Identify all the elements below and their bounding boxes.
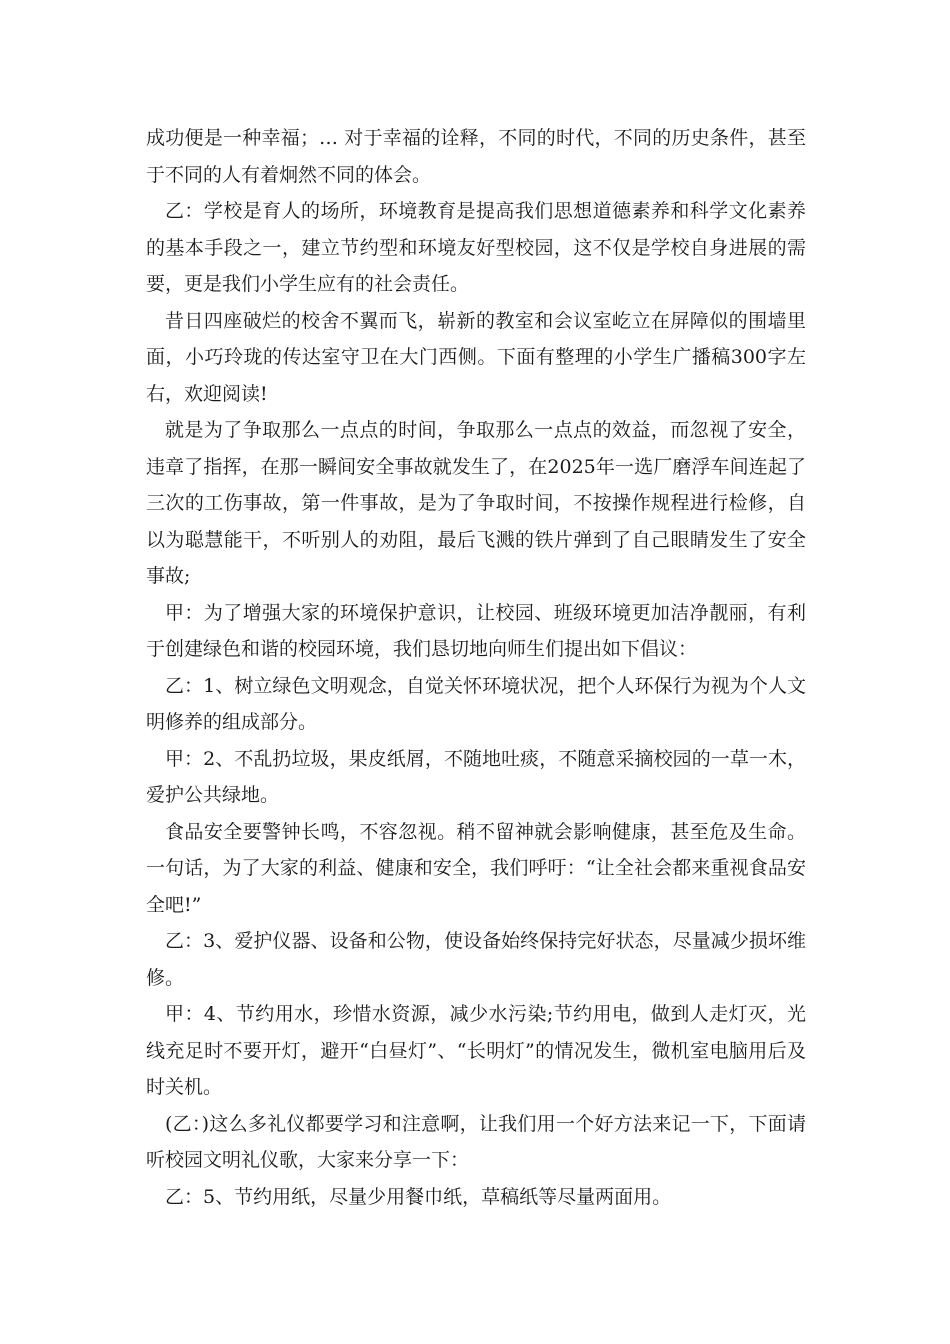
paragraph-9: 乙：3、爱护仪器、设备和公物，使设备始终保持完好状态，尽量减少损坏维修。 [146, 930, 806, 989]
paragraph-10: 甲：4、节约用水，珍惜水资源，减少水污染;节约用电，做到人走灯灭，光线充足时不要开灯，避开“白昼灯”、“长明灯”的情况发生，微机室电脑用后及时关机。 [146, 1003, 806, 1098]
paragraph-8: 食品安全要警钟长鸣，不容忽视。稍不留神就会影响健康，甚至危及生命。一句话，为了大家的利益、健康和安全，我们呼吁：“让全社会都来重视食品安全吧!” [146, 820, 806, 916]
paragraph-7: 甲：2、不乱扔垃圾，果皮纸屑，不随地吐痰，不随意采摘校园的一草一木，爱护公共绿地。 [146, 747, 806, 806]
paragraph-5: 甲：为了增强大家的环境保护意识，让校园、班级环境更加洁净靓丽，有利于创建绿色和谐的校园环境，我们恳切地向师生们提出如下倡议： [146, 601, 806, 660]
paragraph-1: 成功便是一种幸福；… 对于幸福的诠释，不同的时代，不同的历史条件，甚至于不同的人有着炯然不同的体会。 [146, 127, 806, 186]
paragraph-6: 乙：1、树立绿色文明观念，自觉关怀环境状况，把个人环保行为视为个人文明修养的组成部分。 [146, 674, 806, 733]
paragraph-12: 乙：5、节约用纸，尽量少用餐巾纸，草稿纸等尽量两面用。 [165, 1185, 672, 1208]
paragraph-2: 乙：学校是育人的场所，环境教育是提高我们思想道德素养和科学文化素养的基本手段之一，建立节约型和环境友好型校园，这不仅是学校自身进展的需要，更是我们小学生应有的社会责任。 [146, 200, 806, 295]
paragraph-4: 就是为了争取那么一点点的时间，争取那么一点点的效益，而忽视了安全，违章了指挥，在那一瞬间安全事故就发生了，在2025年一选厂磨浮车间连起了三次的工伤事故，第一件事故，是为了争取时间，不按操作规程进行检修，自以为聪慧能干，不听别人的劝阻，最后飞溅的铁片弹到了自己眼睛发生了安全事故; [146, 419, 806, 587]
paragraph-11: (乙：)这么多礼仪都要学习和注意啊，让我们用一个好方法来记一下，下面请听校园文明礼仪歌，大家来分享一下： [146, 1112, 806, 1171]
document-body [146, 120, 806, 1215]
paragraph-3: 昔日四座破烂的校舍不翼而飞，崭新的教室和会议室屹立在屏障似的围墙里面，小巧玲珑的传达室守卫在大门西侧。下面有整理的小学生广播稿300字左右，欢迎阅读! [146, 309, 806, 405]
